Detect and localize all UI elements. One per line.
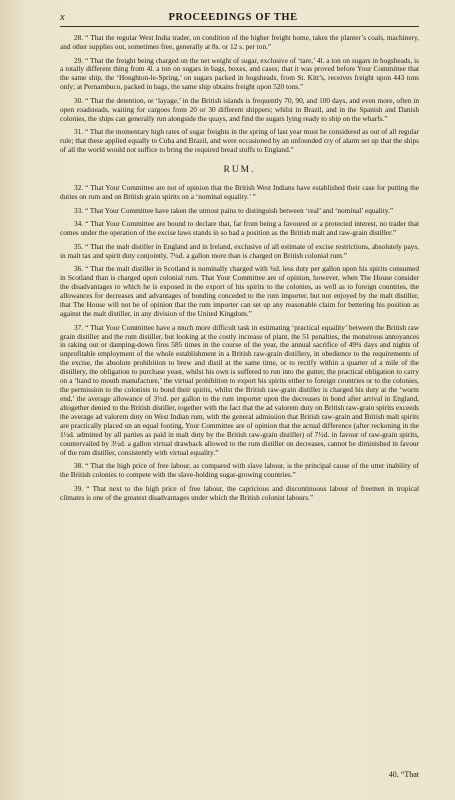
page-number: x <box>60 12 66 23</box>
section-heading-rum: RUM. <box>223 165 256 176</box>
paragraph-35: 35. “ That the malt distiller in England and in Ireland, exclusive of all estimate of excise restrictions, absolutely pays, in malt tax and spirit duty conjointly, 7¼d. a gallon more than is charged on British colonial rum.” <box>60 241 419 260</box>
paragraph-38: 38. “ That the high price of free labour, as compared with slave labour, is the principal cause of the utter inability of the British colonies to compete with the slave-holding sugar-growing countries.” <box>60 461 419 480</box>
paragraph-34: 34. “ That Your Committee are bound to declare that, far from being a favoured or a protected interest, no trader that comes under the operation of the excise laws stands in so bad a position as the British malt and raw-grain distiller.” <box>60 219 419 238</box>
header-rule <box>60 26 419 27</box>
body-text <box>60 34 419 507</box>
paragraph-29: 29. “ That the freight being charged on the net weight of sugar, exclusive of ‘tare,’ 4l. a ton on sugars in hogsheads, is a totally different thing from 4l. a ton on sugars in bags, boxes, and cases; that it was proved before Your Committee that the same ship, the ‘Houghton-le-Spring,’ on sugars packed in hogsheads, from St. Kitt’s, receives freight upon 443 tons only; at Pernambuco, packed in bags, the same ship obtains freight upon 520 tons.” <box>60 55 419 92</box>
paragraph-32: 32. “ That Your Committee are not of opinion that the British West Indians have established their case for putting the duties on rum and on British grain spirits on a ‘nominal equality.’ ” <box>60 183 419 202</box>
paragraph-28: 28. “ That the regular West India trader, on condition of the higher freight home, takes the planter’s coals, machinery, and other supplies out, sometimes free, generally at 8s. or 12 s. per ton.” <box>60 33 419 51</box>
paragraph-36: 36. “ That the malt distiller in Scotland is nominally charged with ¾d. less duty per gallon upon his spirits consumed in Scotland than is charged upon colonial rum. That Your Committee are of opinion, however, when The House consider the disadvantages to which he is exposed in the export of his spirits to the colonies, as well as to foreign countries, the allowances for decreases and advantages of bonding conceded to the rum importer, but not enjoyed by the malt distiller, that The House will not be of opinion that the rum importer can set up any reasonable claim for bettering his position as against the malt distiller, in any division of the United Kingdom.” <box>60 264 419 319</box>
paragraph-31: 31. “ That the momentary high rates of sugar freights in the spring of last year must be considered as out of all regular rule; that these applied equally to Cuba and Brazil, and were occasioned by an unfounded cry of alarm set up that the ships of all the world would not suffice to bring the required bread stuffs to England.” <box>60 127 419 155</box>
paragraph-33: 33. “ That Your Committee have taken the utmost pains to distinguish between ‘real’ and ‘nominal’ equality.” <box>74 205 394 215</box>
paragraph-37: 37. “ That Your Committee have a much more difficult task in estimating ‘practical equality’ between the British raw grain distiller and the rum distiller, but looking at the costly increase of plant, the 51 penalties, the monstrous annoyances in raking out or damping-down fires 585 times in the course of the year, the annual sacrifice of 49¾ days and nights of unprofitable employment of the whole establishment in a British raw-grain distillery, in obedience to the requirements of the excise, the absolute prohibition to brew and distil at the same time, or to rectify within a quarter of a mile of the distillery, the obligation to purchase yeast, whilst his own is suffered to run into the gutter, the practical obligation to carry on a ‘hand to mouth manufacture,’ the virtual prohibition to export his spirits either to foreign countries or to the colonies, the permission to the colonists to bond their spirits, whilst the British raw-grain distiller is charged his duty at the ‘worm end,’ the average allowance of 3½d. per gallon to the rum importer upon the decreases in bond after arrival in England, altogether denied to the British distiller, together with the fact that the ad valorem duty on British raw-grain spirits exceeds the average ad valorem duty on West Indian rum, with the general admission that British raw-grain and British malt spirits are practically placed on an equal footing, Your Committee are of opinion that the actual difference (after reckoning in the 1½d. admitted by all parties as paid in malt duty by the British raw-grain distiller) of 7½d. in favour of raw-grain spirits, countervailed by 3½d. a gallon virtual drawback allowed to the rum distiller on decreases, cannot be diminished in favour of the rum distiller, consistently with virtual equality.” <box>60 322 419 457</box>
running-head <box>60 12 419 23</box>
paragraph-30: 30. “ That the detention, or ‘layage,’ in the British islands is frequently 70, 90, and 100 days, and even more, often in open roadsteads, waiting for cargoes from 20 or 30 different shippers; whilst in Brazil, and in the Spanish and Danish colonies, the ships can generally run alongside the quays, and find the sugars lying ready to ship on the wharfs.” <box>60 95 419 123</box>
running-title: PROCEEDINGS OF THE <box>168 12 298 23</box>
paragraph-39: 39. “ That next to the high price of free labour, the capricious and discontinuous labour of freemen in tropical climates is one of the greatest disadvantages under which the British colonist labours.” <box>60 483 419 502</box>
catchword: 40. “That <box>388 770 419 779</box>
